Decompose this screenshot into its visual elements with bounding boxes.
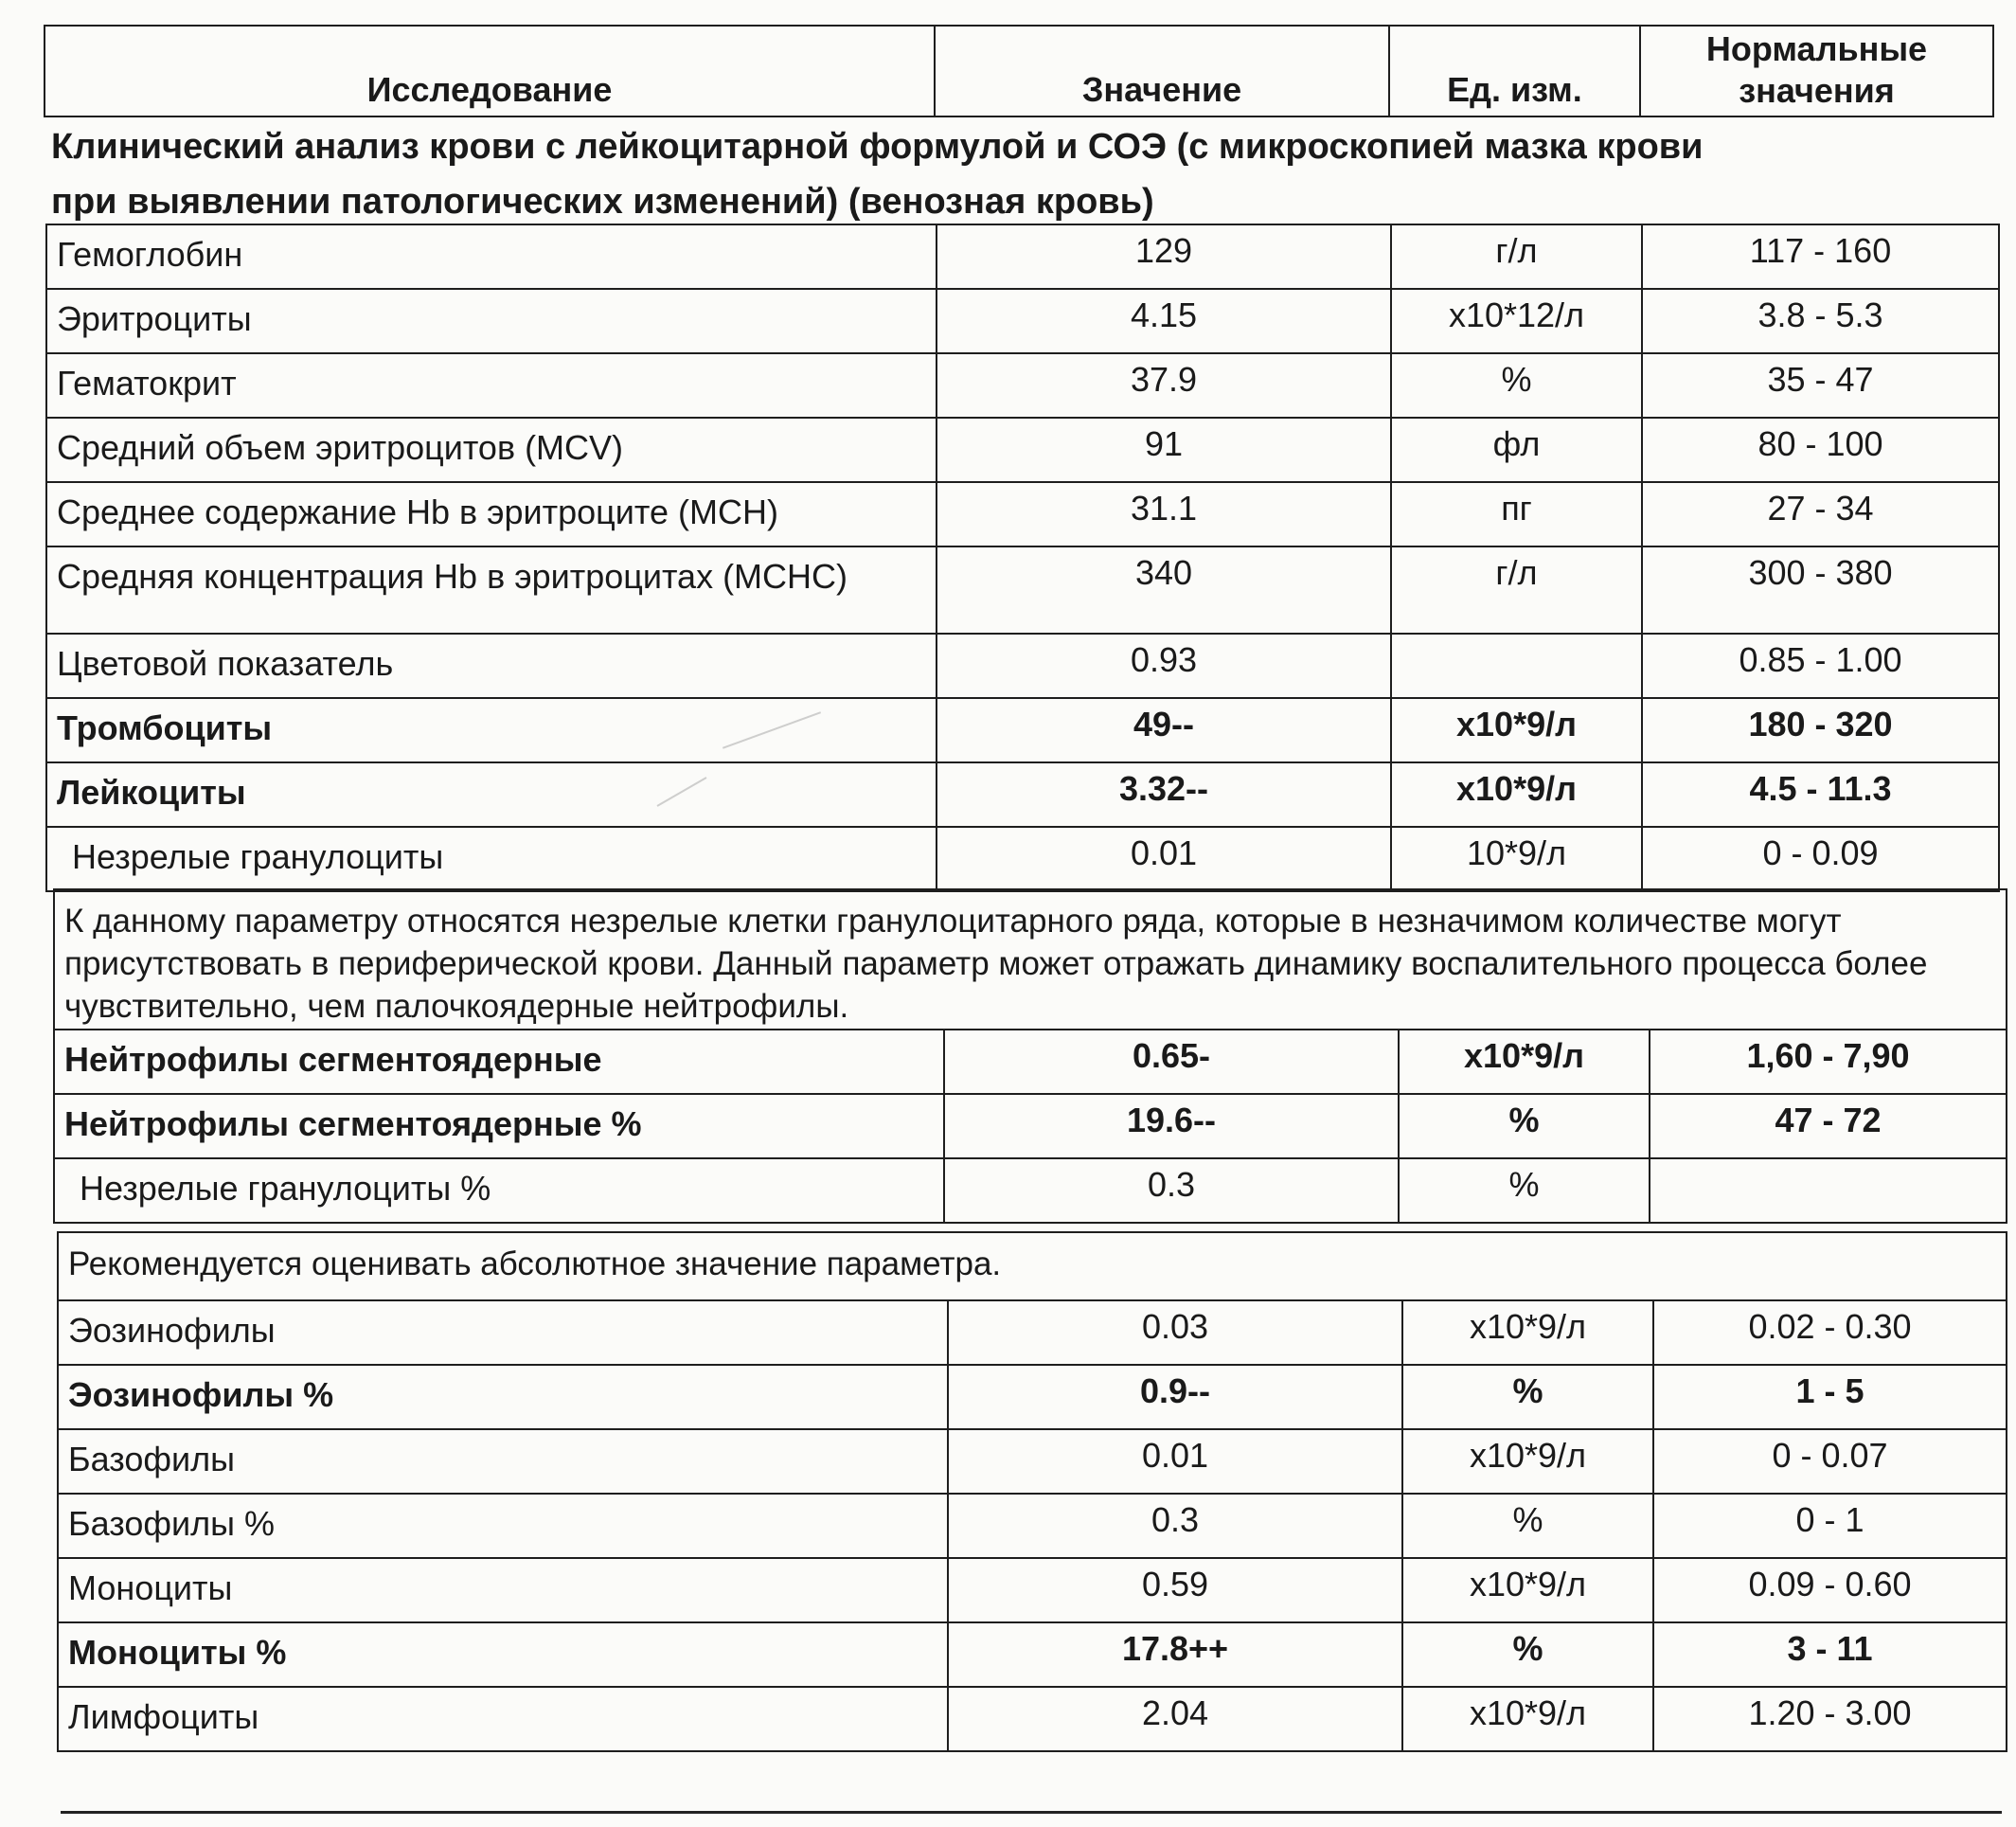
section-title-line1: Клинический анализ крови с лейкоцитарной формулой и СОЭ (с микроскопией мазка крови	[51, 127, 1704, 167]
table-row	[46, 827, 1999, 891]
result-norm: 0.09 - 0.60	[1653, 1558, 2007, 1622]
result-unit: пг	[1391, 482, 1642, 546]
result-norm: 0 - 0.07	[1653, 1429, 2007, 1494]
result-unit: х10*9/л	[1402, 1687, 1653, 1751]
result-norm: 80 - 100	[1642, 418, 1999, 482]
result-norm: 180 - 320	[1642, 698, 1999, 762]
result-value: 340	[937, 546, 1391, 634]
result-norm	[1650, 1158, 2007, 1223]
result-name: Эритроциты	[46, 289, 937, 353]
result-name: Эозинофилы %	[58, 1365, 948, 1429]
table-row	[58, 1365, 2007, 1429]
header-unit: Ед. изм.	[1389, 26, 1640, 116]
result-name: Незрелые гранулоциты	[46, 827, 937, 891]
table-row	[54, 1158, 2007, 1223]
result-name: Эозинофилы	[58, 1300, 948, 1365]
result-unit: %	[1399, 1158, 1650, 1223]
table-row	[46, 762, 1999, 827]
result-unit: х10*9/л	[1391, 762, 1642, 827]
result-value: 3.32--	[937, 762, 1391, 827]
result-value: 0.03	[948, 1300, 1402, 1365]
table-row	[46, 546, 1999, 634]
result-unit: %	[1402, 1365, 1653, 1429]
result-name: Лимфоциты	[58, 1687, 948, 1751]
table-row	[58, 1687, 2007, 1751]
result-unit: %	[1402, 1622, 1653, 1687]
result-value: 49--	[937, 698, 1391, 762]
note-row	[58, 1232, 2007, 1300]
result-unit: х10*12/л	[1391, 289, 1642, 353]
result-name: Базофилы %	[58, 1494, 948, 1558]
column-header-table	[44, 25, 1994, 117]
result-value: 0.01	[948, 1429, 1402, 1494]
result-value: 91	[937, 418, 1391, 482]
result-name: Моноциты %	[58, 1622, 948, 1687]
result-unit: 10*9/л	[1391, 827, 1642, 891]
result-value: 31.1	[937, 482, 1391, 546]
header-norm-line1: Нормальные	[1705, 29, 1928, 68]
result-unit: %	[1399, 1094, 1650, 1158]
table-row	[46, 353, 1999, 418]
result-norm: 47 - 72	[1650, 1094, 2007, 1158]
table-row	[54, 1094, 2007, 1158]
table-row	[58, 1494, 2007, 1558]
result-value: 17.8++	[948, 1622, 1402, 1687]
result-value: 4.15	[937, 289, 1391, 353]
result-value: 0.65-	[944, 1030, 1399, 1094]
result-norm: 1 - 5	[1653, 1365, 2007, 1429]
result-norm: 27 - 34	[1642, 482, 1999, 546]
result-norm: 4.5 - 11.3	[1642, 762, 1999, 827]
header-norm-line2: значения	[1739, 71, 1895, 110]
result-name: Нейтрофилы сегментоядерные	[54, 1030, 944, 1094]
result-unit: х10*9/л	[1402, 1300, 1653, 1365]
result-value: 0.59	[948, 1558, 1402, 1622]
header-study: Исследование	[45, 26, 935, 116]
table-row	[54, 1030, 2007, 1094]
result-value: 0.3	[948, 1494, 1402, 1558]
table-row	[58, 1429, 2007, 1494]
result-name: Средняя концентрация Hb в эритроцитах (MCHC)	[46, 546, 937, 634]
result-value: 19.6--	[944, 1094, 1399, 1158]
section-title	[51, 119, 1992, 229]
result-name: Цветовой показатель	[46, 634, 937, 698]
result-name: Гемоглобин	[46, 224, 937, 289]
result-value: 0.9--	[948, 1365, 1402, 1429]
result-unit: %	[1402, 1494, 1653, 1558]
result-name: Незрелые гранулоциты %	[54, 1158, 944, 1223]
table-row	[46, 289, 1999, 353]
result-norm: 0 - 0.09	[1642, 827, 1999, 891]
result-value: 2.04	[948, 1687, 1402, 1751]
table-row	[46, 482, 1999, 546]
header-value: Значение	[935, 26, 1389, 116]
results-table-3	[57, 1231, 2007, 1752]
result-value: 0.3	[944, 1158, 1399, 1223]
result-norm: 3.8 - 5.3	[1642, 289, 1999, 353]
result-unit: г/л	[1391, 546, 1642, 634]
table-row	[46, 698, 1999, 762]
result-value: 0.93	[937, 634, 1391, 698]
result-name: Лейкоциты	[46, 762, 937, 827]
results-table-2	[53, 888, 2007, 1224]
result-norm: 3 - 11	[1653, 1622, 2007, 1687]
note-row	[54, 889, 2007, 1030]
result-unit: х10*9/л	[1402, 1429, 1653, 1494]
result-unit: х10*9/л	[1391, 698, 1642, 762]
result-unit: х10*9/л	[1402, 1558, 1653, 1622]
result-value: 0.01	[937, 827, 1391, 891]
result-name: Среднее содержание Hb в эритроците (MCH)	[46, 482, 937, 546]
note-text: Рекомендуется оценивать абсолютное значение параметра.	[58, 1232, 2007, 1300]
table-row	[46, 224, 1999, 289]
result-norm: 300 - 380	[1642, 546, 1999, 634]
table-row	[46, 634, 1999, 698]
result-unit: х10*9/л	[1399, 1030, 1650, 1094]
result-norm: 1,60 - 7,90	[1650, 1030, 2007, 1094]
bottom-divider	[61, 1811, 2002, 1814]
result-norm: 0.02 - 0.30	[1653, 1300, 2007, 1365]
note-text: К данному параметру относятся незрелые клетки гранулоцитарного ряда, которые в незначимом количестве могут присутствовать в периферической крови. Данный параметр может отражать динамику воспалительного процесса более чувствительно, чем палочкоядерные нейтрофилы.	[54, 889, 2007, 1030]
results-table-1	[45, 224, 2000, 892]
result-name: Тромбоциты	[46, 698, 937, 762]
result-norm: 1.20 - 3.00	[1653, 1687, 2007, 1751]
table-row	[58, 1558, 2007, 1622]
result-value: 37.9	[937, 353, 1391, 418]
result-name: Гематокрит	[46, 353, 937, 418]
result-norm: 0.85 - 1.00	[1642, 634, 1999, 698]
header-norm	[1640, 26, 1993, 116]
table-row	[46, 418, 1999, 482]
result-unit: г/л	[1391, 224, 1642, 289]
result-norm: 117 - 160	[1642, 224, 1999, 289]
result-value: 129	[937, 224, 1391, 289]
result-name: Нейтрофилы сегментоядерные %	[54, 1094, 944, 1158]
section-title-line2: при выявлении патологических изменений) (венозная кровь)	[51, 182, 1154, 222]
result-norm: 0 - 1	[1653, 1494, 2007, 1558]
table-row	[58, 1622, 2007, 1687]
result-name: Средний объем эритроцитов (MCV)	[46, 418, 937, 482]
result-unit	[1391, 634, 1642, 698]
result-unit: фл	[1391, 418, 1642, 482]
table-row	[58, 1300, 2007, 1365]
result-name: Моноциты	[58, 1558, 948, 1622]
result-norm: 35 - 47	[1642, 353, 1999, 418]
result-unit: %	[1391, 353, 1642, 418]
result-name: Базофилы	[58, 1429, 948, 1494]
